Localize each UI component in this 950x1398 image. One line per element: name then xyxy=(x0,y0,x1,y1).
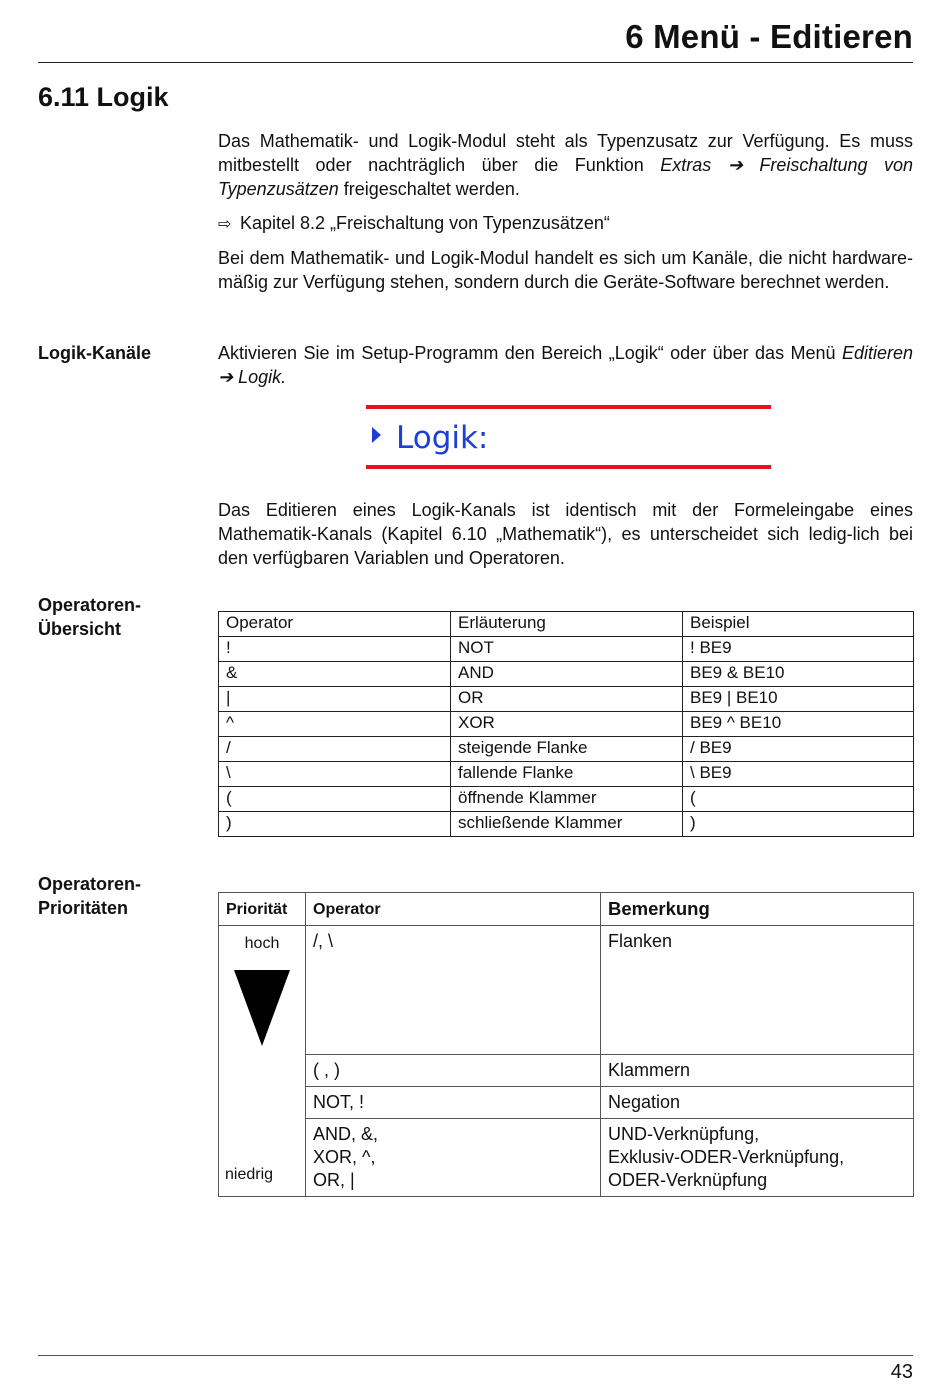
logik-kanaele-paragraph: Aktivieren Sie im Setup-Programm den Bereich „Logik“ oder über das Menü Editieren ➔ Logik. xyxy=(218,343,913,387)
priority-high-label: hoch xyxy=(244,935,280,952)
operator-cell: ! xyxy=(219,637,451,662)
description-cell: XOR xyxy=(451,712,683,737)
example-cell: \ BE9 xyxy=(683,762,914,787)
table-row xyxy=(219,812,914,837)
reference-arrow-icon: ⇨ xyxy=(218,216,232,233)
operator-cell: ) xyxy=(219,812,451,837)
table-row xyxy=(219,926,914,1055)
description-cell: öffnende Klammer xyxy=(451,787,683,812)
description-cell: AND xyxy=(451,662,683,687)
operator-cell: ^ xyxy=(219,712,451,737)
description-cell: NOT xyxy=(451,637,683,662)
header-cell: Operator xyxy=(219,612,451,637)
description-cell: OR xyxy=(451,687,683,712)
chapter-title: 6 Menü - Editieren xyxy=(625,18,913,55)
example-cell: BE9 ^ BE10 xyxy=(683,712,914,737)
side-label-logik-kanaele: Logik-Kanäle xyxy=(38,343,152,363)
table-row xyxy=(219,1119,914,1197)
banner-top-rule xyxy=(366,405,771,409)
remark-cell: Flanken xyxy=(601,926,914,1055)
priority-down-arrow-icon xyxy=(234,970,290,1046)
remark-cell: Klammern xyxy=(601,1055,914,1087)
side-label-operator-priorities: Operatoren- Prioritäten xyxy=(38,874,142,918)
operator-cell: ( , ) xyxy=(306,1055,601,1087)
remark-cell: UND-Verknüpfung, Exklusiv-ODER-Verknüpfung, ODER-Verknüpfung xyxy=(601,1119,914,1197)
operator-cell: AND, &, XOR, ^, OR, | xyxy=(306,1119,601,1197)
example-cell: ) xyxy=(683,812,914,837)
table-header-row xyxy=(219,612,914,637)
caret-right-icon xyxy=(372,427,381,443)
priority-low-label: niedrig xyxy=(225,1166,274,1183)
intro-paragraph-1: Das Mathematik- und Logik-Modul steht als Typenzusatz zur Verfügung. Es muss mitbestellt oder nachträglich über die Funktion Extras ➔ Freischaltung von Typenzusätzen freigeschaltet werden. xyxy=(218,131,914,199)
header-cell: Priorität xyxy=(219,893,306,926)
side-label-operator-overview: Operatoren- Übersicht xyxy=(38,595,142,639)
remark-cell: Negation xyxy=(601,1087,914,1119)
menu-path-editieren: Editieren ➔ Logik. xyxy=(218,343,913,387)
description-cell: schließende Klammer xyxy=(451,812,683,837)
priority-scale-cell xyxy=(219,926,306,1197)
menu-path-extras: Extras ➔ Freischaltung von Typenzusätzen xyxy=(218,155,914,199)
operator-cell: \ xyxy=(219,762,451,787)
section-title: 6.11 Logik xyxy=(38,82,169,112)
table-row xyxy=(219,687,914,712)
operator-cell: /, \ xyxy=(306,926,601,1055)
description-cell: fallende Flanke xyxy=(451,762,683,787)
banner-bottom-rule xyxy=(366,465,771,469)
chapter-reference[interactable] xyxy=(218,211,610,237)
table-row xyxy=(219,1055,914,1087)
header-cell: Beispiel xyxy=(683,612,914,637)
operator-cell: ( xyxy=(219,787,451,812)
operator-cell: NOT, ! xyxy=(306,1087,601,1119)
table-header-row xyxy=(219,893,914,926)
operator-overview-table xyxy=(218,611,914,837)
reference-text: Kapitel 8.2 „Freischaltung von Typenzusätzen“ xyxy=(240,213,610,233)
example-cell: BE9 | BE10 xyxy=(683,687,914,712)
table-row xyxy=(219,637,914,662)
table-row xyxy=(219,1087,914,1119)
example-cell: ( xyxy=(683,787,914,812)
table-row xyxy=(219,787,914,812)
description-cell: steigende Flanke xyxy=(451,737,683,762)
table-row xyxy=(219,662,914,687)
operator-priority-table xyxy=(218,892,914,1197)
table-row xyxy=(219,762,914,787)
example-cell: / BE9 xyxy=(683,737,914,762)
banner-label: Logik: xyxy=(396,420,489,456)
intro-paragraph-2: Bei dem Mathematik- und Logik-Modul handelt es sich um Kanäle, die nicht hardware-mäßig zur Verfügung stehen, sondern durch die Geräte-Software berechnet werden. xyxy=(218,248,913,292)
table-row xyxy=(219,712,914,737)
operator-cell: / xyxy=(219,737,451,762)
page-number: 43 xyxy=(890,1361,913,1383)
header-cell: Erläuterung xyxy=(451,612,683,637)
operator-cell: | xyxy=(219,687,451,712)
table-row xyxy=(219,737,914,762)
logik-banner xyxy=(366,404,771,472)
header-cell: Bemerkung xyxy=(601,893,914,926)
example-cell: ! BE9 xyxy=(683,637,914,662)
operator-cell: & xyxy=(219,662,451,687)
header-rule xyxy=(38,62,913,63)
editing-paragraph: Das Editieren eines Logik-Kanals ist identisch mit der Formeleingabe eines Mathematik-Kanals (Kapitel 6.10 „Mathematik“), es unterscheidet sich ledig-lich bei den verfügbaren Variablen und Operatoren. xyxy=(218,500,913,568)
example-cell: BE9 & BE10 xyxy=(683,662,914,687)
header-cell: Operator xyxy=(306,893,601,926)
footer-rule xyxy=(38,1355,913,1356)
